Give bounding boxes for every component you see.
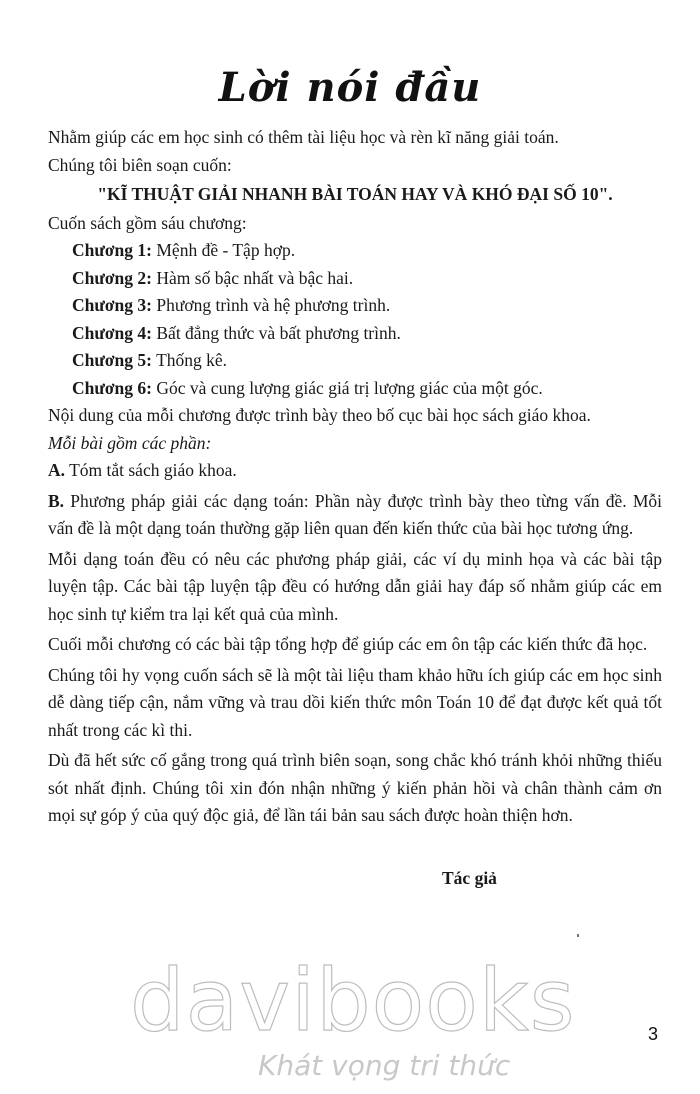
chapter-label: Chương 5:	[72, 350, 152, 370]
watermark-brand: davibooks	[130, 951, 576, 1051]
intro-line-1: Nhằm giúp các em học sinh có thêm tài liệu học và rèn kĩ năng giải toán.	[48, 127, 559, 147]
part-b-text: Phương pháp giải các dạng toán: Phần này được trình bày theo từng vấn đề. Mỗi vấn đề là một dạng toán thường gặp liên quan đến kiến thức của bài học tương ứng.	[48, 490, 662, 538]
parts-heading: Mỗi bài gồm các phần:	[48, 432, 212, 453]
chapter-item	[48, 375, 662, 403]
chapter-label: Chương 2:	[72, 267, 152, 288]
chapter-label: Chương 4:	[72, 322, 152, 343]
paragraph: Cuối mỗi chương có các bài tập tổng hợp để giúp các em ôn tập các kiến thức đã học.	[48, 634, 648, 654]
preface-body	[48, 124, 662, 830]
chapter-item	[48, 265, 662, 293]
chapter-item	[48, 237, 662, 265]
paragraph: Dù đã hết sức cố gắng trong quá trình biên soạn, song chắc khó tránh khỏi những thiếu sót nhất định. Chúng tôi xin đón nhận những ý kiến phản hồi và chân thành cảm ơn mọi sự góp ý của quý độc giả, để lần tái bản sau sách được hoàn thiện hơn.	[48, 750, 662, 825]
chapter-label: Chương 1:	[72, 240, 152, 260]
chapter-text: Hàm số bậc nhất và bậc hai.	[156, 267, 354, 288]
part-b	[48, 488, 662, 543]
chapter-text: Phương trình và hệ phương trình.	[156, 295, 391, 315]
author-signature: Tác giả	[442, 868, 497, 888]
part-a-label: A.	[48, 460, 66, 480]
chapter-item	[48, 320, 662, 348]
part-b-label: B.	[48, 490, 65, 511]
chapter-text: Bất đẳng thức và bất phương trình.	[156, 322, 401, 343]
chapter-text: Thống kê.	[156, 350, 228, 370]
book-title: "KĨ THUẬT GIẢI NHANH BÀI TOÁN HAY VÀ KHÓ ĐẠI SỐ 10".	[97, 184, 613, 204]
part-a	[48, 457, 662, 485]
contents-intro: Cuốn sách gồm sáu chương:	[48, 212, 247, 233]
structure-note: Nội dung của mỗi chương được trình bày theo bố cục bài học sách giáo khoa.	[48, 405, 591, 425]
chapter-item	[48, 347, 662, 375]
intro-line-2: Chúng tôi biên soạn cuốn:	[48, 154, 232, 175]
paragraph: Mỗi dạng toán đều có nêu các phương pháp giải, các ví dụ minh họa và các bài tập luyện tập. Các bài tập luyện tập đều có hướng dẫn giải hay đáp số nhằm giúp các em học sinh tự kiểm tra lại kết quả của mình.	[48, 548, 662, 624]
watermark-tagline: Khát vọng tri thức	[258, 1049, 511, 1082]
part-a-text: Tóm tắt sách giáo khoa.	[69, 460, 237, 480]
chapter-item	[48, 292, 662, 320]
chapter-label: Chương 6:	[72, 377, 152, 398]
paragraph: Chúng tôi hy vọng cuốn sách sẽ là một tài liệu tham khảo hữu ích giúp các em học sinh dễ dàng tiếp cận, nắm vững và trau dồi kiến thức môn Toán 10 để đạt được kết quả tốt nhất trong các kì thi.	[48, 664, 662, 740]
chapter-text: Góc và cung lượng giác giá trị lượng giác của một góc.	[156, 377, 543, 398]
print-speck	[577, 934, 579, 937]
chapter-text: Mệnh đề - Tập hợp.	[156, 240, 296, 260]
chapter-label: Chương 3:	[72, 295, 152, 315]
page-number: 3	[648, 1024, 659, 1044]
page-title: Lời nói đầu	[218, 64, 482, 111]
